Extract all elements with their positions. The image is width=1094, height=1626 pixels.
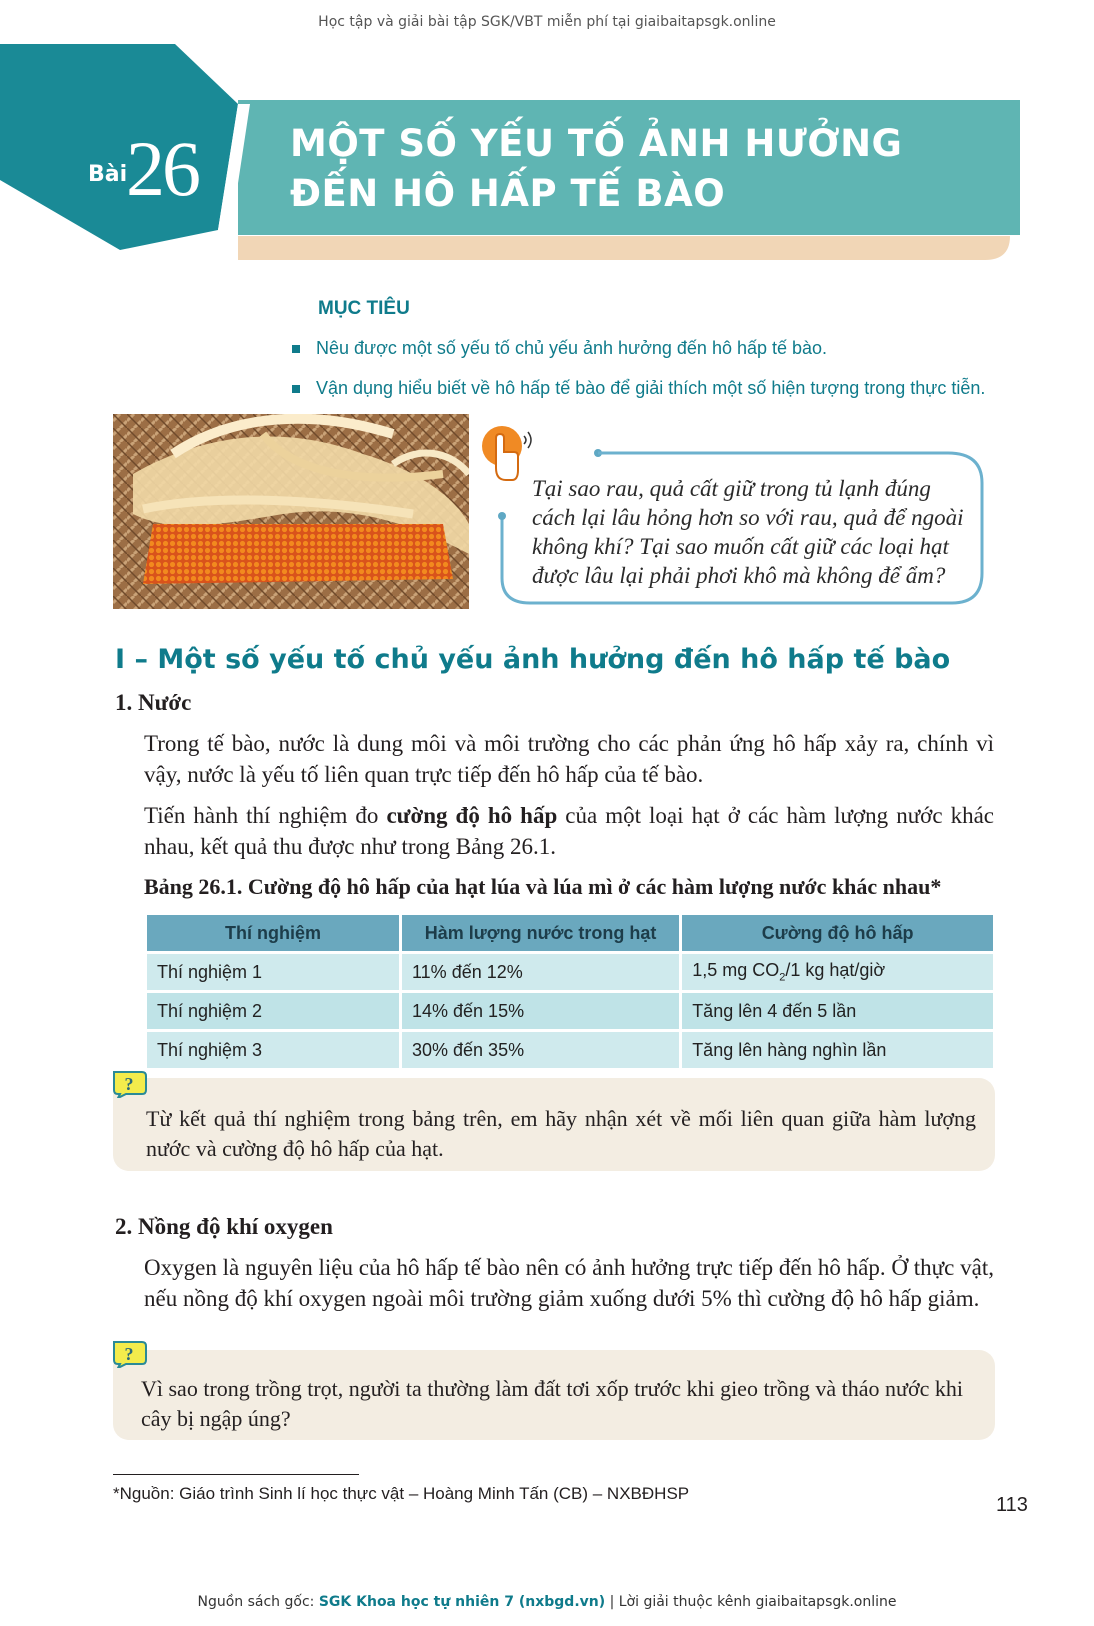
bottom-note: Nguồn sách gốc: SGK Khoa học tự nhiên 7 (nxbgd.vn) | Lời giải thuộc kênh giaibaitapsgk.online [197, 1594, 897, 1610]
table-cell: Thí nghiệm 1 [147, 954, 399, 990]
table-row [147, 993, 993, 1029]
table-cell: 11% đến 12% [402, 954, 679, 990]
svg-text:?: ? [124, 1344, 134, 1364]
table-header-row [147, 915, 993, 951]
objective-item: Vận dụng hiểu biết về hô hấp tế bào để giải thích một số hiện tượng trong thực tiễn. [292, 378, 985, 399]
footnote-rule [113, 1474, 359, 1475]
table-row [147, 1032, 993, 1068]
paragraph: Oxygen là nguyên liệu của hô hấp tế bào nên có ảnh hưởng trực tiếp đến hô hấp. Ở thực vật, nếu nồng độ khí oxygen ngoài môi trường giảm xuống dưới 5% thì cường độ hô hấp giảm. [144, 1255, 994, 1311]
bullet-icon [292, 345, 300, 353]
objectives-heading: MỤC TIÊU [318, 298, 410, 319]
question-text: Từ kết quả thí nghiệm trong bảng trên, em hãy nhận xét về mối liên quan giữa hàm lượng nước và cường độ hô hấp của hạt. [146, 1106, 976, 1161]
bullet-icon [292, 385, 300, 393]
table-cell: Thí nghiệm 2 [147, 993, 399, 1029]
table-header: Cường độ hô hấp [682, 915, 993, 951]
question-text: Vì sao trong trồng trọt, người ta thường làm đất tơi xốp trước khi gieo trồng và tháo nước khi cây bị ngập úng? [141, 1376, 963, 1431]
page-number: 113 [996, 1494, 1028, 1516]
table-cell: Tăng lên 4 đến 5 lần [682, 993, 993, 1029]
section-title: I – Một số yếu tố chủ yếu ảnh hưởng đến hô hấp tế bào [115, 644, 951, 675]
table-cell: 1,5 mg $CO_2/1$ kg hạt/giờ [682, 954, 993, 990]
paragraph: Trong tế bào, nước là dung môi và môi trường cho các phản ứng hô hấp xảy ra, chính vì vậy, nước là yếu tố liên quan trực tiếp đến hô hấp của tế bào. [144, 731, 994, 787]
table-header: Hàm lượng nước trong hạt [402, 915, 679, 951]
data-table [144, 912, 996, 1071]
table-caption: Bảng 26.1. Cường độ hô hấp của hạt lúa và lúa mì ở các hàm lượng nước khác nhau* [144, 874, 942, 899]
lesson-label: Bài [88, 162, 128, 187]
table-cell: Tăng lên hàng nghìn lần [682, 1032, 993, 1068]
table-cell: Thí nghiệm 3 [147, 1032, 399, 1068]
svg-text:?: ? [124, 1074, 134, 1094]
paragraph: Tiến hành thí nghiệm đo cường độ hô hấp của một loại hạt ở các hàm lượng nước khác nhau, kết quả thu được như trong Bảng 26.1. [144, 803, 994, 859]
table-header: Thí nghiệm [147, 915, 399, 951]
subheading-water: 1. Nước [115, 690, 192, 715]
lesson-number: 26 [126, 125, 198, 212]
table-cell: 30% đến 35% [402, 1032, 679, 1068]
top-note: Học tập và giải bài tập SGK/VBT miễn phí tại giaibaitapsgk.online [318, 14, 776, 30]
question-icon [112, 1340, 150, 1368]
footnote: *Nguồn: Giáo trình Sinh lí học thực vật – Hoàng Minh Tấn (CB) – NXBĐHSP [113, 1484, 690, 1503]
objective-item: Nêu được một số yếu tố chủ yếu ảnh hưởng đến hô hấp tế bào. [292, 338, 827, 359]
intro-question-text: Tại sao rau, quả cất giữ trong tủ lạnh đúng cách lại lâu hỏng hơn so với rau, quả để ngoài không khí? Tại sao muốn cất giữ các loại hạt được lâu lại phải phơi khô mà không để ẩm? [532, 476, 964, 588]
question-icon [112, 1070, 150, 1098]
table-cell: 14% đến 15% [402, 993, 679, 1029]
lesson-title-line1: MỘT SỐ YẾU TỐ ẢNH HƯỞNG [290, 122, 903, 165]
lesson-title-line2: ĐẾN HÔ HẤP TẾ BÀO [290, 172, 726, 215]
subheading-oxygen: 2. Nồng độ khí oxygen [115, 1214, 333, 1239]
table-row [147, 954, 993, 990]
corn-drying-photo [113, 414, 469, 609]
